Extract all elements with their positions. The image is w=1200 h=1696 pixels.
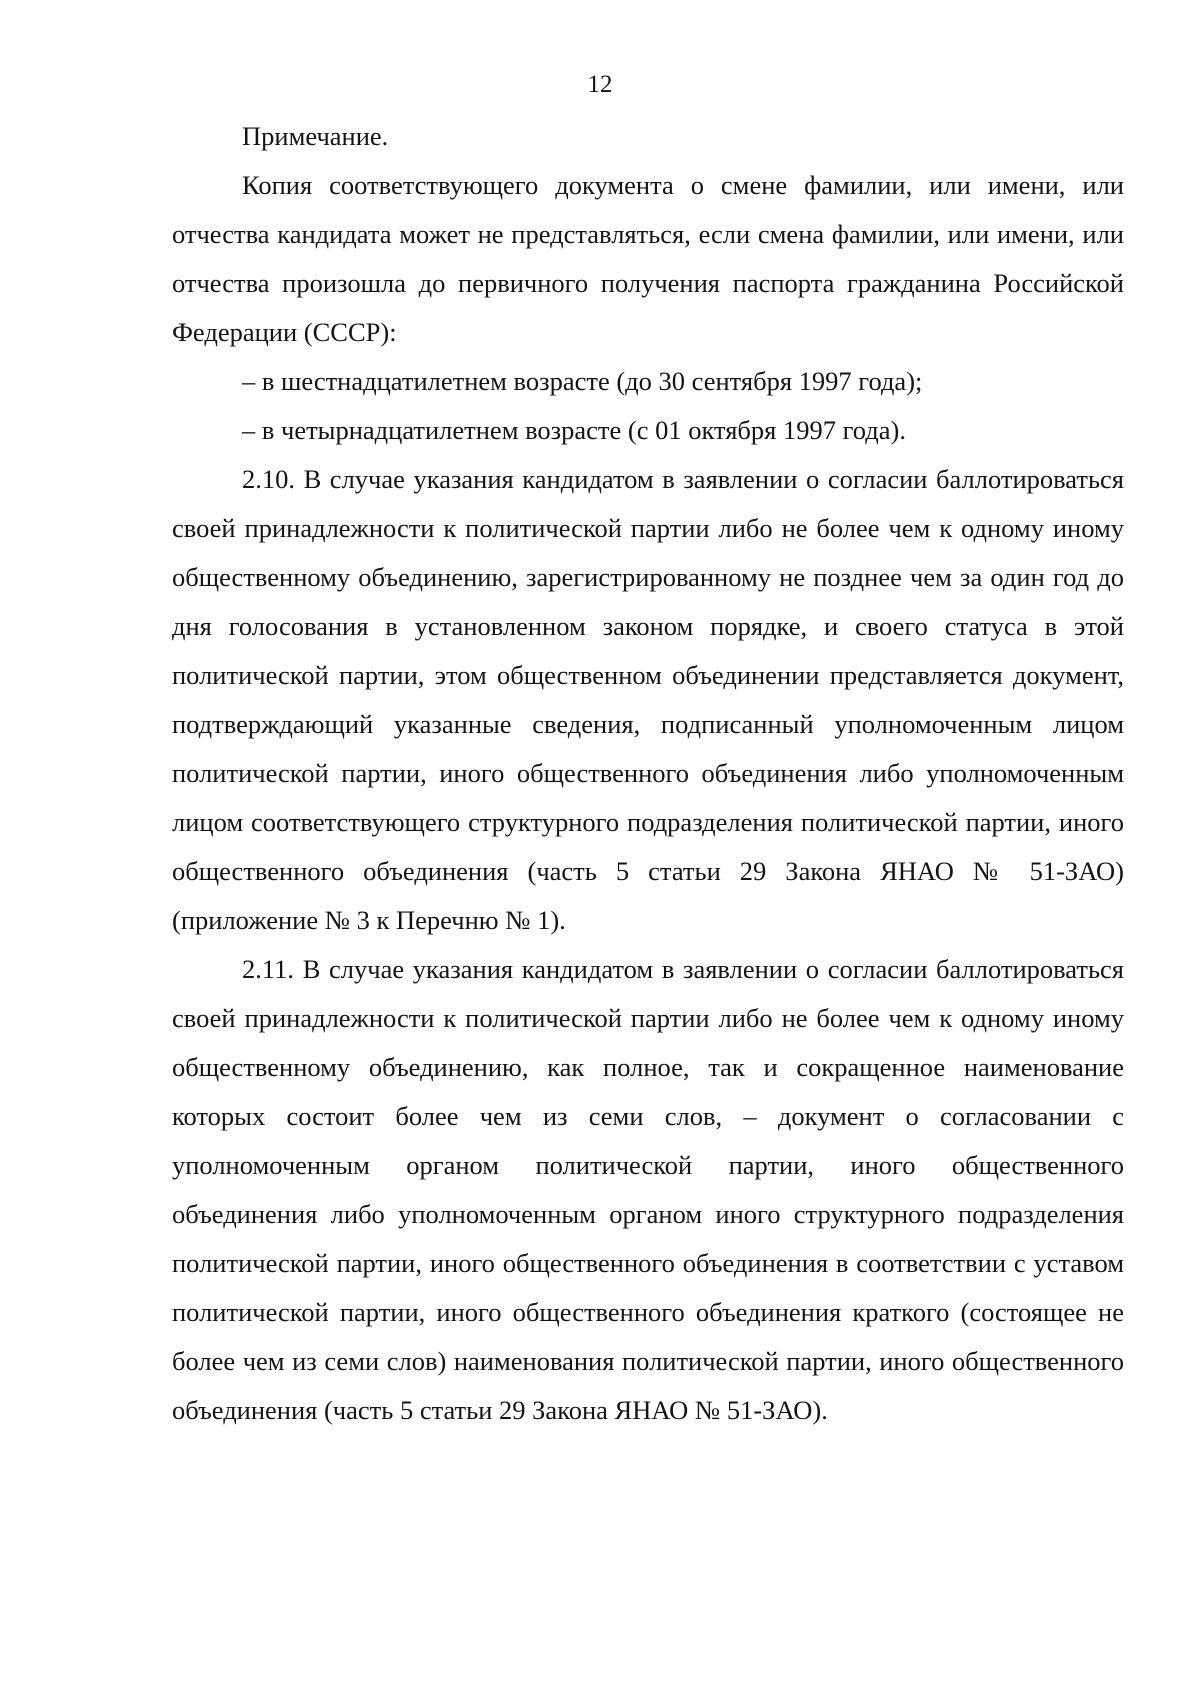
- note-item-before-1997: – в шестнадцатилетнем возрасте (до 30 сентября 1997 года);: [242, 366, 923, 396]
- section-2-10: 2.10. В случае указания кандидатом в заявлении о согласии баллотироваться своей принадлежности к политической партии либо не более чем к одному иному общественному объединению, зарегистрированному не позднее чем за один год до дня голосования в установленном законом порядке, и своего статуса в этой политической партии, этом общественном объединении представляется документ, подтверждающий указанные сведения, подписанный уполномоченным лицом политической партии, иного общественного объединения либо уполномоченным лицом соответствующего структурного подразделения политической партии, иного общественного объединения (часть 5 статьи 29 Закона ЯНАО № 51-ЗАО) (приложение № 3 к Перечню № 1).: [172, 464, 1124, 935]
- document-body: [172, 112, 1124, 1435]
- note-heading: Примечание.: [242, 121, 389, 151]
- note-text: Копия соответствующего документа о смене фамилии, или имени, или отчества кандидата может не представляться, если смена фамилии, или имени, или отчества произошла до первичного получения паспорта гражданина Российской Федерации (СССР):: [172, 170, 1124, 347]
- page-number: 12: [587, 71, 613, 98]
- section-2-11: 2.11. В случае указания кандидатом в заявлении о согласии баллотироваться своей принадлежности к политической партии либо не более чем к одному иному общественному объединению, как полное, так и сокращенное наименование которых состоит более чем из семи слов, – документ о согласовании с уполномоченным органом политической партии, иного общественного объединения либо уполномоченным органом иного структурного подразделения политической партии, иного общественного объединения в соответствии с уставом политической партии, иного общественного объединения краткого (состоящее не более чем из семи слов) наименования политической партии, иного общественного объединения (часть 5 статьи 29 Закона ЯНАО № 51-ЗАО).: [172, 954, 1124, 1425]
- note-item-after-1997: – в четырнадцатилетнем возрасте (с 01 октября 1997 года).: [242, 415, 906, 445]
